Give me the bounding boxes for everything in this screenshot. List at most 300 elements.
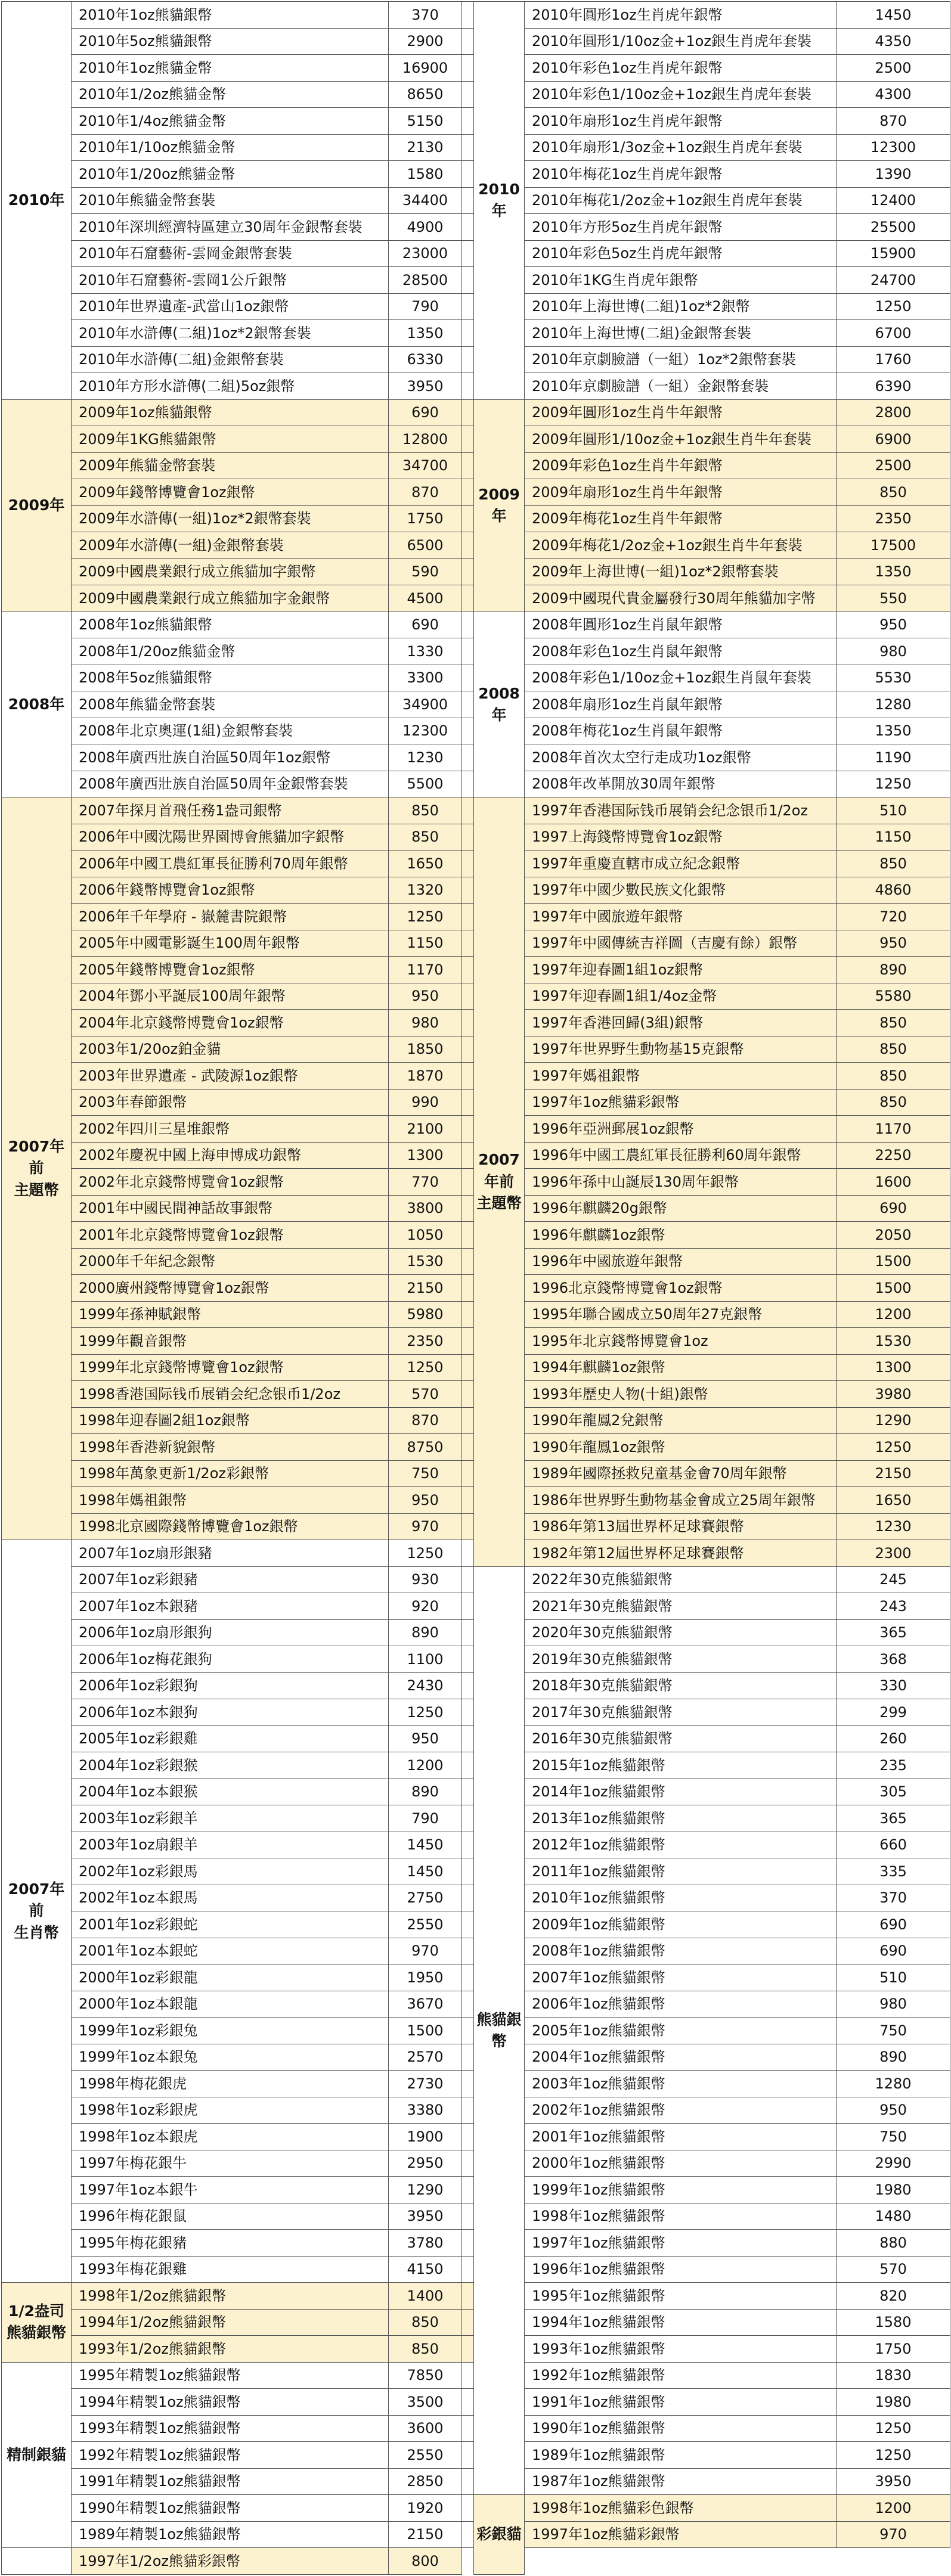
coin-name: 1989年國際拯救兒童基金會70周年銀幣	[525, 1460, 837, 1487]
coin-name: 2006年1oz彩銀狗	[72, 1672, 389, 1699]
coin-name: 2017年30克熊貓銀幣	[525, 1699, 837, 1726]
coin-price: 990	[389, 1089, 462, 1116]
coin-price: 690	[389, 399, 462, 426]
coin-name: 2006年錢幣博覽會1oz銀幣	[72, 877, 389, 904]
coin-price: 1250	[389, 1699, 462, 1726]
coin-price: 2550	[389, 1911, 462, 1938]
coin-price: 1450	[389, 1858, 462, 1885]
column-gap	[462, 877, 474, 904]
coin-name: 1997年香港国际钱币展销会纪念银币1/2oz	[525, 797, 837, 824]
coin-price: 850	[837, 479, 950, 506]
coin-price: 370	[389, 2, 462, 29]
coin-price: 2730	[389, 2071, 462, 2097]
coin-name: 2010年梅花1/2oz金+1oz銀生肖虎年套裝	[525, 187, 837, 214]
coin-price: 1280	[837, 691, 950, 718]
coin-name: 2009年梅花1/2oz金+1oz銀生肖牛年套裝	[525, 532, 837, 559]
coin-price: 3300	[389, 665, 462, 691]
column-gap	[462, 2256, 474, 2283]
coin-price: 23000	[389, 240, 462, 267]
column-gap	[462, 1407, 474, 1434]
coin-name: 1997年1oz熊貓銀幣	[525, 2230, 837, 2257]
coin-price: 570	[837, 2256, 950, 2283]
coin-price: 690	[389, 612, 462, 638]
coin-price: 3780	[389, 2230, 462, 2257]
coin-price: 8650	[389, 81, 462, 108]
coin-name: 1987年1oz熊貓銀幣	[525, 2468, 837, 2495]
left-category-label: 精制銀貓	[2, 2362, 72, 2548]
coin-price: 770	[389, 1169, 462, 1196]
coin-price: 2430	[389, 1672, 462, 1699]
column-gap	[462, 2309, 474, 2336]
coin-price: 1250	[837, 293, 950, 320]
coin-name: 2006年中國工農紅軍長征勝利70周年銀幣	[72, 851, 389, 877]
coin-name: 2006年中國沈陽世界園博會熊貓加字銀幣	[72, 824, 389, 851]
coin-price: 25500	[837, 214, 950, 241]
column-gap	[462, 1699, 474, 1726]
coin-name: 2009年水滸傳(一組)1oz*2銀幣套裝	[72, 505, 389, 532]
coin-price: 3950	[389, 2203, 462, 2230]
column-gap	[462, 718, 474, 744]
coin-name: 1997年1/2oz熊貓彩銀幣	[72, 2548, 389, 2575]
coin-price: 2950	[389, 2150, 462, 2177]
coin-name: 1995年精製1oz熊貓銀幣	[72, 2362, 389, 2389]
coin-price: 2500	[837, 55, 950, 82]
coin-name: 1996北京錢幣博覽會1oz銀幣	[525, 1275, 837, 1302]
coin-price: 245	[837, 1566, 950, 1593]
coin-price: 17500	[837, 532, 950, 559]
left-category-label: 2009年	[2, 399, 72, 612]
column-gap	[462, 1885, 474, 1911]
column-gap	[462, 1195, 474, 1222]
coin-name: 1994年1/2oz熊貓銀幣	[72, 2309, 389, 2336]
coin-price: 365	[837, 1805, 950, 1832]
coin-name: 2010年扇形1/3oz金+1oz銀生肖虎年套裝	[525, 134, 837, 161]
coin-name: 1982年第12屆世界杯足球賽銀幣	[525, 1540, 837, 1567]
coin-price: 690	[837, 1938, 950, 1964]
coin-price: 1530	[837, 1328, 950, 1355]
coin-name: 1997年香港回歸(3組)銀幣	[525, 1010, 837, 1036]
coin-price: 1530	[389, 1248, 462, 1275]
coin-price: 2550	[389, 2442, 462, 2469]
coin-price: 7850	[389, 2362, 462, 2389]
coin-name: 1996年孫中山誕辰130周年銀幣	[525, 1169, 837, 1196]
coin-price: 4300	[837, 81, 950, 108]
coin-price: 12800	[389, 426, 462, 453]
column-gap	[462, 2124, 474, 2150]
coin-name: 1998年迎春圖2組1oz銀幣	[72, 1407, 389, 1434]
coin-name: 1998年香港新貌銀幣	[72, 1434, 389, 1461]
coin-price: 1200	[837, 1301, 950, 1328]
column-gap	[462, 373, 474, 400]
coin-name: 1999年1oz本銀兔	[72, 2044, 389, 2071]
column-gap	[462, 2177, 474, 2203]
coin-price: 1300	[389, 1142, 462, 1169]
coin-price: 890	[389, 1779, 462, 1805]
coin-price: 5150	[389, 108, 462, 135]
coin-name: 2008年改革開放30周年銀幣	[525, 771, 837, 797]
coin-price: 870	[389, 479, 462, 506]
coin-name: 1997年迎春圖1組1/4oz金幣	[525, 983, 837, 1010]
coin-name: 2000年千年紀念銀幣	[72, 1248, 389, 1275]
coin-price: 305	[837, 1779, 950, 1805]
coin-price: 1920	[389, 2495, 462, 2522]
coin-name: 2000年1oz本銀龍	[72, 1991, 389, 2018]
coin-name: 2003年1oz扇銀羊	[72, 1832, 389, 1858]
coin-price: 590	[389, 558, 462, 585]
coin-name: 1997年1oz本銀牛	[72, 2177, 389, 2203]
column-gap	[462, 293, 474, 320]
coin-name: 1998香港国际钱币展销会纪念银币1/2oz	[72, 1381, 389, 1408]
coin-price: 790	[389, 293, 462, 320]
column-gap	[462, 240, 474, 267]
coin-name: 2009中國農業銀行成立熊貓加字金銀幣	[72, 585, 389, 612]
coin-price: 335	[837, 1858, 950, 1885]
coin-price: 2050	[837, 1222, 950, 1249]
coin-price: 690	[837, 1911, 950, 1938]
coin-name: 2008年5oz熊貓銀幣	[72, 665, 389, 691]
coin-name: 2007年1oz彩銀豬	[72, 1566, 389, 1593]
coin-name: 2009年扇形1oz生肖牛年銀幣	[525, 479, 837, 506]
coin-price: 870	[389, 1407, 462, 1434]
coin-name: 2019年30克熊貓銀幣	[525, 1646, 837, 1673]
column-gap	[462, 691, 474, 718]
right-category-label: 2010年	[474, 2, 525, 400]
coin-name: 1998年梅花銀虎	[72, 2071, 389, 2097]
coin-price: 3600	[389, 2415, 462, 2442]
coin-name: 2000廣州錢幣博覽會1oz銀幣	[72, 1275, 389, 1302]
coin-name: 1993年梅花銀雞	[72, 2256, 389, 2283]
coin-name: 1997年中國少數民族文化銀幣	[525, 877, 837, 904]
coin-price: 2150	[389, 1275, 462, 1302]
coin-price: 1480	[837, 2203, 950, 2230]
coin-name: 2004年1oz本銀猴	[72, 1779, 389, 1805]
coin-price: 1320	[389, 877, 462, 904]
column-gap	[462, 1779, 474, 1805]
coin-price: 1950	[389, 1964, 462, 1991]
coin-price: 368	[837, 1646, 950, 1673]
coin-name: 2010年石窟藝術-雲岡金銀幣套裝	[72, 240, 389, 267]
coin-price: 2100	[389, 1116, 462, 1143]
coin-price: 2350	[389, 1328, 462, 1355]
coin-name: 1990年龍鳳1oz銀幣	[525, 1434, 837, 1461]
coin-price: 950	[837, 612, 950, 638]
coin-name: 2005年錢幣博覽會1oz銀幣	[72, 957, 389, 983]
coin-price: 12300	[837, 134, 950, 161]
table-row	[2, 1566, 950, 1593]
column-gap	[462, 346, 474, 373]
column-gap	[462, 585, 474, 612]
coin-name: 2009年1oz熊貓銀幣	[72, 399, 389, 426]
coin-name: 2010年方形水滸傳(二組)5oz銀幣	[72, 373, 389, 400]
coin-name: 2013年1oz熊貓銀幣	[525, 1805, 837, 1832]
column-gap	[462, 1142, 474, 1169]
coin-name: 1994年精製1oz熊貓銀幣	[72, 2389, 389, 2416]
column-gap	[462, 1089, 474, 1116]
coin-name: 2005年1oz彩銀雞	[72, 1725, 389, 1752]
coin-price: 2250	[837, 1142, 950, 1169]
coin-price: 870	[837, 108, 950, 135]
column-gap	[462, 2071, 474, 2097]
coin-name: 1992年1oz熊貓銀幣	[525, 2362, 837, 2389]
coin-name: 2010年京劇臉譜（一組）金銀幣套裝	[525, 373, 837, 400]
coin-name: 2002年1oz彩銀馬	[72, 1858, 389, 1885]
coin-price: 3950	[837, 2468, 950, 2495]
coin-price: 890	[837, 2044, 950, 2071]
coin-price: 1300	[837, 1354, 950, 1381]
coin-price: 4900	[389, 214, 462, 241]
coin-price: 4150	[389, 2256, 462, 2283]
coin-name: 2006年千年學府 - 嶽麓書院銀幣	[72, 904, 389, 930]
coin-name: 2007年探月首飛任務1盎司銀幣	[72, 797, 389, 824]
column-gap	[462, 2495, 474, 2522]
coin-price: 1250	[837, 771, 950, 797]
coin-name: 1999年孫神賦銀幣	[72, 1301, 389, 1328]
coin-price: 890	[389, 1619, 462, 1646]
coin-name: 1994年1oz熊貓銀幣	[525, 2309, 837, 2336]
coin-name: 1999年1oz彩銀兔	[72, 2018, 389, 2044]
coin-price: 980	[837, 638, 950, 665]
coin-name: 1990年1oz熊貓銀幣	[525, 2415, 837, 2442]
coin-name: 2008年廣西壯族自治區50周年1oz銀幣	[72, 744, 389, 771]
coin-price: 1280	[837, 2071, 950, 2097]
column-gap	[462, 1752, 474, 1779]
coin-price: 1980	[837, 2177, 950, 2203]
coin-price: 6500	[389, 532, 462, 559]
column-gap	[462, 2150, 474, 2177]
coin-name: 2008年北京奧運(1組)金銀幣套裝	[72, 718, 389, 744]
coin-name: 2010年彩色1/10oz金+1oz銀生肖虎年套裝	[525, 81, 837, 108]
coin-name: 2005年1oz熊貓銀幣	[525, 2018, 837, 2044]
column-gap	[462, 744, 474, 771]
coin-name: 1997年中國傳統吉祥圖（吉慶有餘）銀幣	[525, 930, 837, 957]
coin-name: 1993年精製1oz熊貓銀幣	[72, 2415, 389, 2442]
coin-price: 880	[837, 2230, 950, 2257]
coin-price: 850	[389, 2309, 462, 2336]
coin-name: 1990年龍鳳2兌銀幣	[525, 1407, 837, 1434]
left-category-label: 2008年	[2, 612, 72, 797]
coin-price: 1230	[389, 744, 462, 771]
column-gap	[462, 1513, 474, 1540]
coin-name: 2001年1oz本銀蛇	[72, 1938, 389, 1964]
coin-name: 2009年梅花1oz生肖牛年銀幣	[525, 505, 837, 532]
coin-price: 1850	[389, 1036, 462, 1063]
coin-price: 34400	[389, 187, 462, 214]
coin-name: 2004年1oz彩銀猴	[72, 1752, 389, 1779]
coin-price: 6900	[837, 426, 950, 453]
coin-name: 2008年扇形1oz生肖鼠年銀幣	[525, 691, 837, 718]
coin-price: 970	[837, 2521, 950, 2548]
column-gap	[462, 1222, 474, 1249]
column-gap	[462, 2468, 474, 2495]
coin-price: 950	[837, 930, 950, 957]
coin-price: 970	[389, 1938, 462, 1964]
column-gap	[462, 320, 474, 347]
coin-name: 2010年1/2oz熊貓金幣	[72, 81, 389, 108]
coin-name: 2021年30克熊貓銀幣	[525, 1593, 837, 1620]
coin-price: 3670	[389, 1991, 462, 2018]
column-gap	[462, 1434, 474, 1461]
coin-name: 2014年1oz熊貓銀幣	[525, 1779, 837, 1805]
coin-name: 2010年1oz熊貓金幣	[72, 55, 389, 82]
table-body	[2, 2, 950, 2575]
coin-price: 3980	[837, 1381, 950, 1408]
coin-name: 1986年世界野生動物基金會成立25周年銀幣	[525, 1487, 837, 1514]
column-gap	[462, 1248, 474, 1275]
left-category-label: 2007年前 生肖幣	[2, 1540, 72, 2283]
coin-name: 1996年梅花銀鼠	[72, 2203, 389, 2230]
coin-name: 2016年30克熊貓銀幣	[525, 1725, 837, 1752]
coin-name: 2010年5oz熊貓銀幣	[72, 28, 389, 55]
coin-name: 2010年1KG生肖虎年銀幣	[525, 267, 837, 294]
coin-price: 15900	[837, 240, 950, 267]
column-gap	[462, 1805, 474, 1832]
column-gap	[462, 638, 474, 665]
coin-price: 1830	[837, 2362, 950, 2389]
coin-price: 2150	[837, 1460, 950, 1487]
coin-price: 1900	[389, 2124, 462, 2150]
left-category-label: 2007年前 主題幣	[2, 797, 72, 1540]
coin-price: 950	[837, 2097, 950, 2124]
column-gap	[462, 1832, 474, 1858]
column-gap	[462, 2203, 474, 2230]
column-gap	[462, 1116, 474, 1143]
coin-name: 1995年1oz熊貓銀幣	[525, 2283, 837, 2310]
column-gap	[462, 134, 474, 161]
coin-name: 1996年中國旅遊年銀幣	[525, 1248, 837, 1275]
coin-price: 5530	[837, 665, 950, 691]
coin-price: 1290	[389, 2177, 462, 2203]
coin-name: 2010年京劇臉譜（一組）1oz*2銀幣套裝	[525, 346, 837, 373]
coin-name: 1994年麒麟1oz銀幣	[525, 1354, 837, 1381]
column-gap	[462, 505, 474, 532]
coin-price: 1050	[389, 1222, 462, 1249]
column-gap	[462, 1593, 474, 1620]
coin-price: 1400	[389, 2283, 462, 2310]
coin-price: 1450	[389, 1832, 462, 1858]
coin-price: 3800	[389, 1195, 462, 1222]
coin-name: 1997年1oz熊貓彩銀幣	[525, 1089, 837, 1116]
column-gap	[462, 2336, 474, 2363]
coin-name: 1998年萬象更新1/2oz彩銀幣	[72, 1460, 389, 1487]
coin-price: 1250	[389, 904, 462, 930]
coin-price: 1980	[837, 2389, 950, 2416]
coin-price: 850	[837, 1089, 950, 1116]
column-gap	[462, 612, 474, 638]
coin-price: 365	[837, 1619, 950, 1646]
coin-price: 970	[389, 1513, 462, 1540]
coin-name: 2006年1oz熊貓銀幣	[525, 1991, 837, 2018]
coin-name: 2006年1oz本銀狗	[72, 1699, 389, 1726]
coin-price: 850	[389, 797, 462, 824]
column-gap	[462, 957, 474, 983]
column-gap	[462, 1010, 474, 1036]
coin-name: 1992年精製1oz熊貓銀幣	[72, 2442, 389, 2469]
coin-price: 1350	[389, 320, 462, 347]
coin-price: 920	[389, 1593, 462, 1620]
coin-name: 2001年1oz熊貓銀幣	[525, 2124, 837, 2150]
column-gap	[462, 1275, 474, 1302]
column-gap	[462, 1169, 474, 1196]
coin-price: 2800	[837, 399, 950, 426]
coin-price: 1500	[837, 1275, 950, 1302]
column-gap	[462, 1566, 474, 1593]
coin-name: 1995年梅花銀豬	[72, 2230, 389, 2257]
coin-name: 1996年亞洲郵展1oz銀幣	[525, 1116, 837, 1143]
coin-price: 6390	[837, 373, 950, 400]
column-gap	[462, 1725, 474, 1752]
column-gap	[462, 1301, 474, 1328]
coin-name: 1996年1oz熊貓銀幣	[525, 2256, 837, 2283]
coin-price: 750	[837, 2018, 950, 2044]
column-gap	[462, 532, 474, 559]
column-gap	[462, 1487, 474, 1514]
coin-name: 1997年媽祖銀幣	[525, 1063, 837, 1090]
coin-name: 2003年世界遺產 - 武陵源1oz銀幣	[72, 1063, 389, 1090]
coin-name: 2000年1oz彩銀龍	[72, 1964, 389, 1991]
column-gap	[462, 1858, 474, 1885]
coin-price: 850	[389, 824, 462, 851]
coin-name: 1986年第13屆世界杯足球賽銀幣	[525, 1513, 837, 1540]
coin-name: 2009年水滸傳(一組)金銀幣套裝	[72, 532, 389, 559]
coin-price: 850	[837, 1010, 950, 1036]
coin-price: 5500	[389, 771, 462, 797]
coin-price: 1250	[837, 2415, 950, 2442]
coin-name: 1999年北京錢幣博覽會1oz銀幣	[72, 1354, 389, 1381]
coin-name: 2008年1/20oz熊貓金幣	[72, 638, 389, 665]
coin-name: 2004年北京錢幣博覽會1oz銀幣	[72, 1010, 389, 1036]
coin-price: 2300	[837, 1540, 950, 1567]
coin-name: 2009年1KG熊貓銀幣	[72, 426, 389, 453]
coin-name: 2010年1/10oz熊貓金幣	[72, 134, 389, 161]
column-gap	[462, 55, 474, 82]
coin-price: 550	[837, 585, 950, 612]
coin-price: 2990	[837, 2150, 950, 2177]
coin-price: 1750	[837, 2336, 950, 2363]
coin-price: 1650	[389, 851, 462, 877]
coin-name: 2009年錢幣博覽會1oz銀幣	[72, 479, 389, 506]
coin-name: 2008年熊貓金幣套裝	[72, 691, 389, 718]
table-row	[2, 612, 950, 638]
column-gap	[462, 1460, 474, 1487]
column-gap	[462, 558, 474, 585]
coin-name: 2022年30克熊貓銀幣	[525, 1566, 837, 1593]
coin-price: 235	[837, 1752, 950, 1779]
coin-name: 2008年1oz熊貓銀幣	[72, 612, 389, 638]
coin-name: 1996年中國工農紅軍長征勝利60周年銀幣	[525, 1142, 837, 1169]
coin-price: 2500	[837, 452, 950, 479]
coin-price: 34900	[389, 691, 462, 718]
coin-price: 930	[389, 1566, 462, 1593]
coin-name: 2009年1oz熊貓銀幣	[525, 1911, 837, 1938]
column-gap	[462, 2018, 474, 2044]
coin-price: 1170	[389, 957, 462, 983]
coin-name: 2008年圓形1oz生肖鼠年銀幣	[525, 612, 837, 638]
coin-name: 1997上海錢幣博覽會1oz銀幣	[525, 824, 837, 851]
coin-price: 2900	[389, 28, 462, 55]
coin-price: 2850	[389, 2468, 462, 2495]
coin-name: 1991年1oz熊貓銀幣	[525, 2389, 837, 2416]
coin-name: 2010年世界遺產-武當山1oz銀幣	[72, 293, 389, 320]
coin-name: 2010年1oz熊貓銀幣	[72, 2, 389, 29]
coin-name: 2008年彩色1oz生肖鼠年銀幣	[525, 638, 837, 665]
coin-name: 1991年精製1oz熊貓銀幣	[72, 2468, 389, 2495]
column-gap	[462, 108, 474, 135]
coin-price: 1750	[389, 505, 462, 532]
coin-price: 1390	[837, 161, 950, 188]
column-gap	[462, 1354, 474, 1381]
column-gap	[462, 904, 474, 930]
coin-name: 2007年1oz熊貓銀幣	[525, 1964, 837, 1991]
